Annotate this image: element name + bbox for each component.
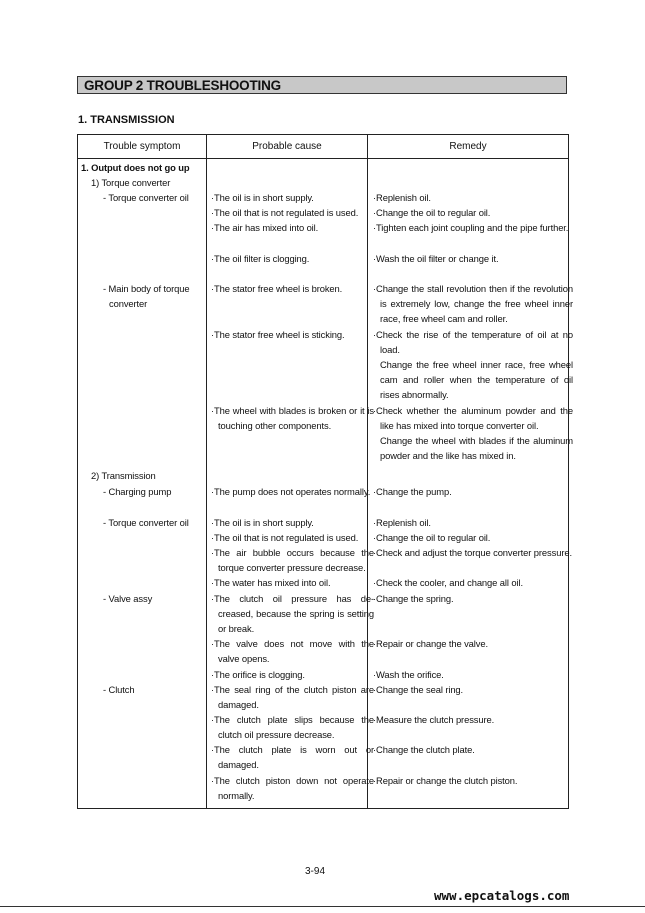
cause-item: · The orifice is clogging. <box>211 667 374 682</box>
troubleshooting-table <box>77 134 573 809</box>
remedy-item: · Check the rise of the temperature of oil at no load. <box>373 327 573 357</box>
remedy-item: · Replenish oil. <box>373 190 573 205</box>
cause-item: · The water has mixed into oil. <box>211 575 374 590</box>
remedy-item: · Check the cooler, and change all oil. <box>373 575 573 590</box>
cause-item: · The stator free wheel is broken. <box>211 281 374 296</box>
cause-item: · The wheel with blades is broken or it is touching other components. <box>211 403 374 433</box>
remedy-item: · Change the stall revolution then if the revolution is extremely low, change the free wheel inner race, free wheel cam and roller. <box>373 281 573 327</box>
col-header-remedy: Remedy <box>449 141 487 152</box>
remedy-item: · Wash the oil filter or change it. <box>373 251 573 266</box>
symptom-item: - Torque converter oil <box>103 192 189 203</box>
cause-item: · The pump does not operates normally. <box>211 484 374 499</box>
cause-item: · The air bubble occurs because the torque converter pressure decrease. <box>211 545 374 575</box>
col-header-symptom: Trouble symptom <box>103 141 181 152</box>
remedy-item: · Change the pump. <box>373 484 573 499</box>
remedy-item: · Change the clutch plate. <box>373 742 573 757</box>
remedy-item: Change the wheel with blades if the aluminum powder and the like has mixed in. <box>380 435 573 462</box>
cause-item: · The clutch plate is worn out or damaged. <box>211 742 374 772</box>
symptom-item: - Clutch <box>103 684 135 695</box>
watermark: www.epcatalogs.com <box>434 888 570 903</box>
symptom-main: 1. Output does not go up <box>81 162 190 173</box>
remedy-item: · Repair or change the valve. <box>373 636 573 651</box>
col-header-cause: Probable cause <box>252 141 322 152</box>
cause-item: · The oil is in short supply. <box>211 190 374 205</box>
remedy-item: · Measure the clutch pressure. <box>373 712 573 727</box>
cause-item: · The stator free wheel is sticking. <box>211 327 374 342</box>
symptom-sub: 2) Transmission <box>91 470 156 481</box>
remedy-item: · Tighten each joint coupling and the pipe further. <box>373 220 573 235</box>
table-header <box>78 135 568 159</box>
remedy-item: · Check whether the aluminum powder and the like has mixed into torque converter oil. <box>373 403 573 433</box>
page-number: 3-94 <box>305 866 326 877</box>
remedy-item: · Repair or change the clutch piston. <box>373 773 573 788</box>
cause-item: · The clutch piston down not operate normally. <box>211 773 374 803</box>
remedy-item: · Change the oil to regular oil. <box>373 530 573 545</box>
cause-item: · The valve does not move with the valve opens. <box>211 636 374 666</box>
footer-rule <box>0 906 645 907</box>
cause-item: · The oil that is not regulated is used. <box>211 530 374 545</box>
symptom-item: - Torque converter oil <box>103 517 189 528</box>
section-title: 1. TRANSMISSION <box>78 114 175 126</box>
symptom-sub: 1) Torque converter <box>91 177 171 188</box>
cause-item: · The oil filter is clogging. <box>211 251 374 266</box>
remedy-item: · Change the oil to regular oil. <box>373 205 573 220</box>
remedy-item: · Replenish oil. <box>373 515 573 530</box>
cause-item: · The air has mixed into oil. <box>211 220 374 235</box>
remedy-item: Change the free wheel inner race, free wheel cam and roller when the temperature of oil rises abnormally. <box>380 359 573 401</box>
remedy-item: · Wash the orifice. <box>373 667 573 682</box>
symptom-item: - Valve assy <box>103 593 153 604</box>
cause-item: · The oil is in short supply. <box>211 515 374 530</box>
cause-item: · The clutch plate slips because the clutch oil pressure decrease. <box>211 712 374 742</box>
group-title: GROUP 2 TROUBLESHOOTING <box>77 76 567 94</box>
remedy-item: · Change the seal ring. <box>373 682 573 697</box>
symptom-item: - Main body of torque <box>103 283 190 294</box>
cause-item: · The oil that is not regulated is used. <box>211 205 374 220</box>
symptom-item: converter <box>109 298 148 309</box>
cause-item: · The seal ring of the clutch piston are damaged. <box>211 682 374 712</box>
remedy-item: · Check and adjust the torque converter pressure. <box>373 545 573 560</box>
cause-item: · The clutch oil pressure has de-creased, because the spring is setting or break. <box>211 591 374 637</box>
remedy-item: · Change the spring. <box>373 591 573 606</box>
symptom-item: - Charging pump <box>103 486 172 497</box>
